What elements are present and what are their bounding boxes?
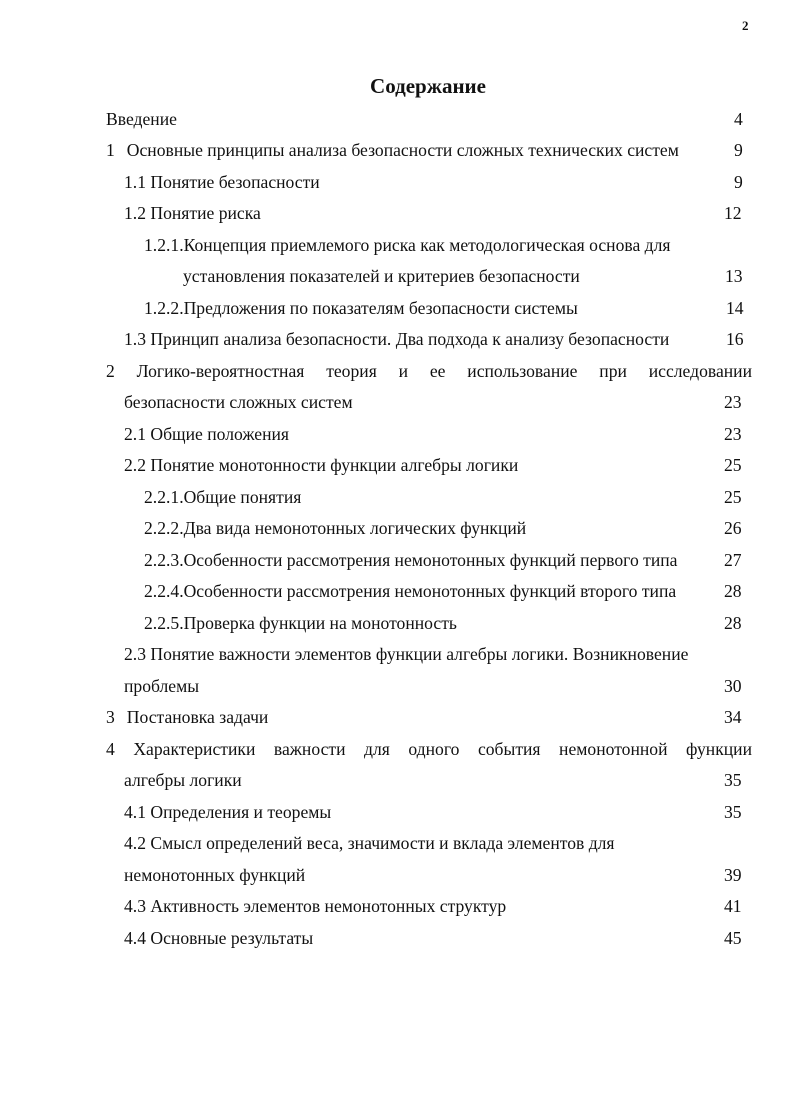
toc-section-number: 1 — [106, 140, 115, 160]
toc-page-number: 14 — [726, 298, 744, 318]
toc-entry-1-3[interactable] — [124, 324, 746, 355]
toc-page-number: 35 — [724, 802, 742, 822]
toc-entry-1-2-1[interactable] — [144, 230, 744, 261]
toc-entry-4-1[interactable] — [124, 797, 746, 828]
toc-entry-2-1[interactable] — [124, 419, 746, 450]
toc-page-number: 28 — [724, 581, 742, 601]
toc-entry-label: 1.2.1.Концепция приемлемого риска как методологическая основа для — [144, 235, 671, 255]
toc-entry-4-2[interactable] — [124, 828, 746, 859]
toc-entry-2-3[interactable] — [124, 639, 746, 670]
toc-page-number: 34 — [724, 707, 742, 727]
toc-entry-1-2[interactable] — [124, 198, 746, 229]
toc-page-number: 23 — [724, 392, 742, 412]
toc-entry-2-2-4[interactable] — [144, 576, 746, 607]
toc-entry-2-2-3[interactable] — [144, 545, 746, 576]
toc-entry-2-3-continued[interactable] — [124, 671, 746, 702]
toc-entry-label: безопасности сложных систем — [124, 392, 353, 412]
toc-entry-label: немонотонных функций — [124, 865, 306, 885]
toc-entry-label: 4.4 Основные результаты — [124, 928, 314, 948]
toc-entry-label: 1.1 Понятие безопасности — [124, 172, 320, 192]
toc-page-number: 26 — [724, 518, 742, 538]
toc-entry-2-2-5[interactable] — [144, 608, 746, 639]
toc-entry-label: 4.1 Определения и теоремы — [124, 802, 332, 822]
toc-page-number: 39 — [724, 865, 742, 885]
toc-entry-label: 2.2.2.Два вида немонотонных логических функций — [144, 518, 527, 538]
page-number: 2 — [742, 18, 749, 33]
toc-entry-4-4[interactable] — [124, 923, 746, 954]
toc-entry-label: проблемы — [124, 676, 200, 696]
toc-entry-label: 2.2.1.Общие понятия — [144, 487, 302, 507]
toc-entry-label: 2.2.4.Особенности рассмотрения немонотонных функций второго типа — [144, 581, 677, 601]
toc-entry-label: установления показателей и критериев безопасности — [183, 266, 580, 286]
toc-entry-4-3[interactable] — [124, 891, 746, 922]
toc-entry-label: 2.2.3.Особенности рассмотрения немонотонных функций первого типа — [144, 550, 678, 570]
toc-title: Содержание — [370, 74, 486, 98]
toc-page-number: 45 — [724, 928, 742, 948]
toc-entry-section-4-continued[interactable] — [124, 765, 746, 796]
toc-page-number: 4 — [734, 109, 743, 129]
toc-page-number: 28 — [724, 613, 742, 633]
toc-page-number: 41 — [724, 896, 742, 916]
toc-entry-label: 2.2 Понятие монотонности функции алгебры логики — [124, 455, 519, 475]
toc-entry-1-2-2[interactable] — [144, 293, 746, 324]
toc-entry-label: Постановка задачи — [126, 707, 269, 727]
toc-entry-label: 2.3 Понятие важности элементов функции алгебры логики. Возникновение — [124, 644, 689, 664]
toc-entry-1-2-1-continued[interactable] — [183, 261, 745, 292]
toc-entry-label: алгебры логики — [124, 770, 242, 790]
toc-entry-label: 1.3 Принцип анализа безопасности. Два подхода к анализу безопасности — [124, 329, 670, 349]
toc-entry-4-2-continued[interactable] — [124, 860, 746, 891]
toc-entry-label: 1.2 Понятие риска — [124, 203, 261, 223]
toc-section-number: 3 — [106, 707, 115, 727]
toc-entry-section-2[interactable]: 2 Логико-вероятностная теория и ее использование при исследовании — [106, 361, 752, 381]
toc-entry-2-2-2[interactable] — [144, 513, 746, 544]
toc-page-number: 35 — [724, 770, 742, 790]
toc-entry-section-2-continued[interactable] — [124, 387, 746, 418]
toc-page-number: 27 — [724, 550, 742, 570]
toc-entry-label: 4.2 Смысл определений веса, значимости и вклада элементов для — [124, 833, 615, 853]
table-of-contents — [0, 104, 796, 964]
toc-entry-label: 2.1 Общие положения — [124, 424, 289, 444]
toc-page-number: 9 — [734, 172, 743, 192]
toc-page-number: 9 — [734, 140, 743, 160]
toc-page-number: 12 — [724, 203, 742, 223]
toc-entry-label: 2.2.5.Проверка функции на монотонность — [144, 613, 457, 633]
toc-entry-section-4[interactable]: 4 Характеристики важности для одного события немонотонной функции — [106, 739, 752, 759]
toc-entry-section-1[interactable] — [106, 135, 746, 166]
toc-entry-label: 1.2.2.Предложения по показателям безопасности системы — [144, 298, 578, 318]
toc-entry-label: Основные принципы анализа безопасности сложных технических систем — [126, 140, 679, 160]
toc-page-number: 25 — [724, 455, 742, 475]
toc-entry-intro[interactable] — [106, 104, 746, 135]
toc-page-number: 25 — [724, 487, 742, 507]
toc-entry-section-3[interactable] — [106, 702, 746, 733]
toc-entry-label: Введение — [106, 109, 177, 129]
toc-page-number: 16 — [726, 329, 744, 349]
toc-entry-label: 4.3 Активность элементов немонотонных структур — [124, 896, 507, 916]
toc-page-number: 23 — [724, 424, 742, 444]
toc-entry-1-1[interactable] — [124, 167, 746, 198]
toc-entry-2-2-1[interactable] — [144, 482, 746, 513]
toc-page-number: 30 — [724, 676, 742, 696]
toc-page-number: 13 — [725, 266, 743, 286]
toc-entry-2-2[interactable] — [124, 450, 746, 481]
